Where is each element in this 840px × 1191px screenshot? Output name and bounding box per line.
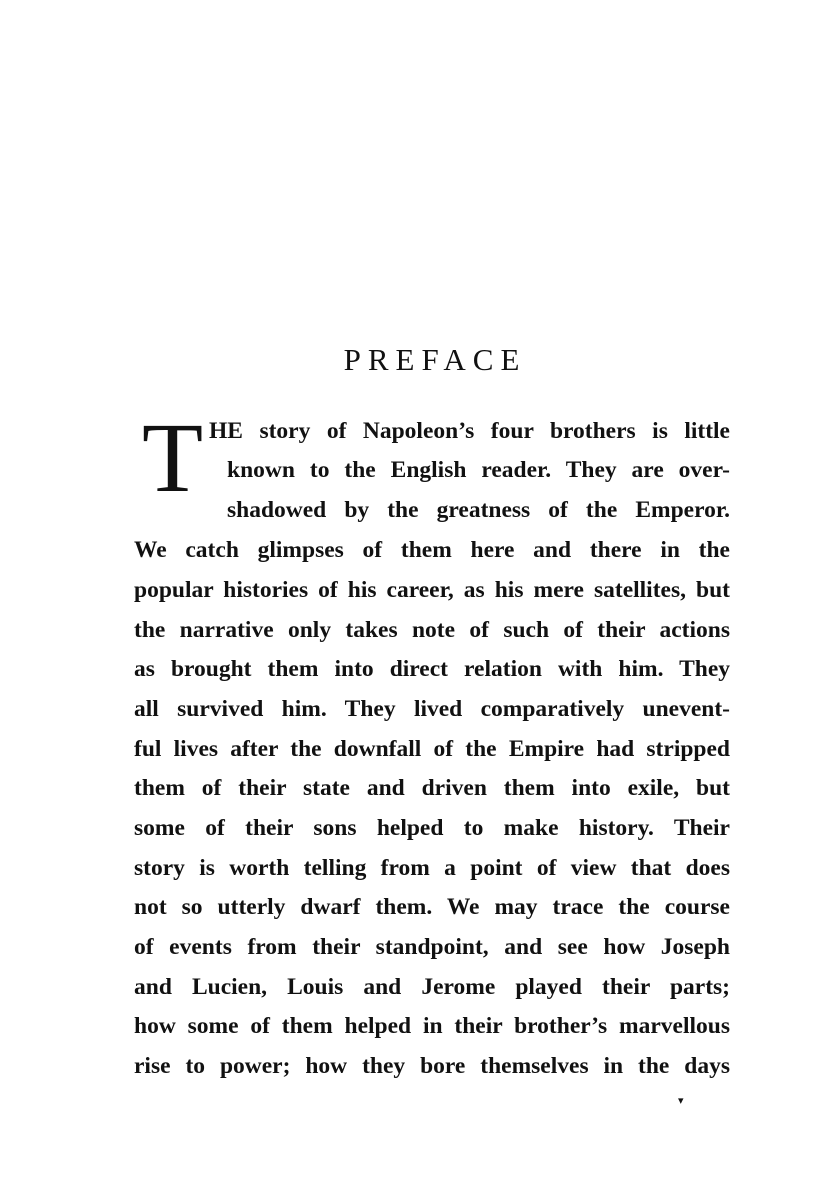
paragraph-line: the narrative only takes note of such of their actions [134, 617, 730, 643]
drop-cap: T [142, 402, 204, 513]
paragraph-line: rise to power; how they bore themselves in the days [134, 1053, 730, 1079]
paragraph-line: shadowed by the greatness of the Emperor. [227, 497, 730, 523]
paragraph-line: some of their sons helped to make history. Their [134, 815, 730, 841]
page-title: PREFACE [343, 342, 527, 377]
paragraph-line: known to the English reader. They are over- [227, 457, 730, 483]
paragraph-line: ful lives after the downfall of the Empire had stripped [134, 736, 730, 762]
paragraph-line: and Lucien, Louis and Jerome played their parts; [134, 974, 730, 1000]
paragraph-line: all survived him. They lived comparatively unevent- [134, 696, 730, 722]
paragraph-line: them of their state and driven them into exile, but [134, 775, 730, 801]
paragraph-line: story is worth telling from a point of view that does [134, 855, 730, 881]
paragraph-line: HE story of Napoleon’s four brothers is little [209, 418, 730, 444]
paragraph-line: as brought them into direct relation with him. They [134, 656, 730, 682]
paragraph-line: of events from their standpoint, and see how Joseph [134, 934, 730, 960]
catchword-mark: ▾ [678, 1095, 684, 1107]
paragraph-line: not so utterly dwarf them. We may trace the course [134, 894, 730, 920]
paragraph-line: We catch glimpses of them here and there in the [134, 537, 730, 563]
paragraph-line: how some of them helped in their brother’s marvellous [134, 1013, 730, 1039]
paragraph-line: popular histories of his career, as his mere satellites, but [134, 577, 730, 603]
